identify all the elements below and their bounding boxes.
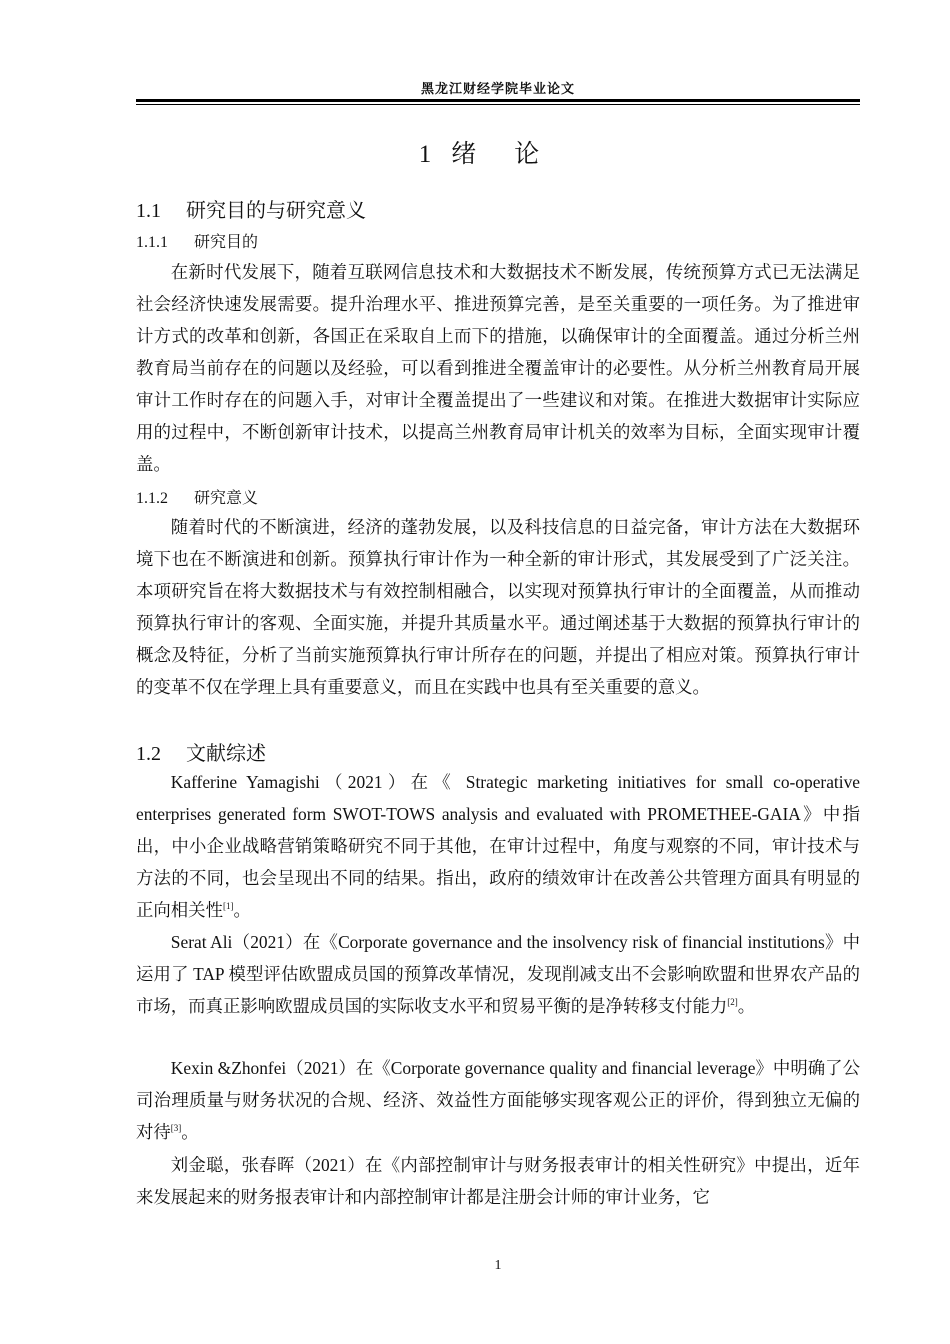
subsection-title: 研究目的 [194, 232, 259, 251]
section-heading-1-2 [136, 737, 266, 766]
chapter-number: 1 [418, 141, 432, 168]
literature-1-end: 。 [233, 900, 251, 920]
subsection-heading-1-1-1 [136, 229, 258, 252]
literature-3-end: 。 [181, 1122, 199, 1142]
literature-2-text: Serat Ali（2021）在《Corporate governance and the insolvency risk of financial institutions》中运用了 TAP 模型评估欧盟成员国的预算改革情况，发现削减支出不会影响欧盟和世界农产品的市场，而真正影响欧盟成员国的实际收支水平和贸易平衡的是净转移支付能力 [136, 932, 860, 1016]
page-header: 黑龙江财经学院毕业论文 [420, 82, 575, 97]
paragraph-literature-2 [136, 926, 860, 1022]
subsection-number: 1.1.2 [136, 490, 168, 507]
paragraph-literature-1 [136, 766, 860, 926]
literature-1-text: Kafferine Yamagishi（2021）在《 Strategic marketing initiatives for small co-operative enterprises generated form SWOT-TOWS analysis and evaluated with PROMETHEE-GAIA》中指出，中小企业战略营销策略研究不同于其他，在审计过程中，角度与观察的不同，审计技术与方法的不同，也会呈现出不同的结果。指出，政府的绩效审计在改善公共管理方面具有明显的正向相关性 [136, 772, 860, 920]
section-heading-1-1 [136, 194, 366, 223]
subsection-heading-1-1-2 [136, 485, 258, 508]
paragraph-research-significance: 随着时代的不断演进，经济的蓬勃发展，以及科技信息的日益完备，审计方法在大数据环境下也在不断演进和创新。预算执行审计作为一种全新的审计形式，其发展受到了广泛关注。本项研究旨在将大数据技术与有效控制相融合，以实现对预算执行审计的全面覆盖，从而推动预算执行审计的客观、全面实施，并提升其质量水平。通过阐述基于大数据的预算执行审计的概念及特征，分析了当前实施预算执行审计所存在的问题，并提出了相应对策。预算执行审计的变革不仅在学理上具有重要意义，而且在实践中也具有至关重要的意义。 [136, 517, 860, 697]
literature-2-end: 。 [737, 996, 756, 1016]
chapter-title [136, 134, 860, 170]
section-number: 1.2 [136, 743, 161, 765]
header-rule-thin [136, 104, 860, 105]
citation-3: [3] [170, 1123, 182, 1134]
subsection-title: 研究意义 [194, 488, 259, 507]
chapter-name: 绪论 [451, 139, 578, 168]
section-number: 1.1 [136, 200, 161, 222]
paragraph-literature-3 [136, 1052, 860, 1148]
citation-2: [2] [727, 997, 738, 1008]
subsection-number: 1.1.1 [136, 234, 168, 251]
header-rule-thick [136, 99, 860, 102]
literature-3-text: Kexin &Zhonfei（2021）在《Corporate governance quality and financial leverage》中明确了公司治理质量与财务状况的合规、经济、效益性方面能够实现客观公正的评价，得到独立无偏的对待 [136, 1058, 860, 1142]
section-title: 文献综述 [186, 741, 266, 765]
page-number: 1 [494, 1258, 502, 1273]
citation-1: [1] [222, 901, 234, 912]
paragraph-literature-4: 刘金聪，张春晖（2021）在《内部控制审计与财务报表审计的相关性研究》中提出，近年来发展起来的财务报表审计和内部控制审计都是注册会计师的审计业务，它 [136, 1155, 860, 1207]
section-title: 研究目的与研究意义 [186, 198, 366, 222]
paragraph-research-purpose: 在新时代发展下，随着互联网信息技术和大数据技术不断发展，传统预算方式已无法满足社会经济快速发展需要。提升治理水平、推进预算完善，是至关重要的一项任务。为了推进审计方式的改革和创新，各国正在采取自上而下的措施，以确保审计的全面覆盖。通过分析兰州教育局当前存在的问题以及经验，可以看到推进全覆盖审计的必要性。从分析兰州教育局开展审计工作时存在的问题入手，对审计全覆盖提出了一些建议和对策。在推进大数据审计实际应用的过程中，不断创新审计技术，以提高兰州教育局审计机关的效率为目标，全面实现审计覆盖。 [136, 262, 860, 474]
